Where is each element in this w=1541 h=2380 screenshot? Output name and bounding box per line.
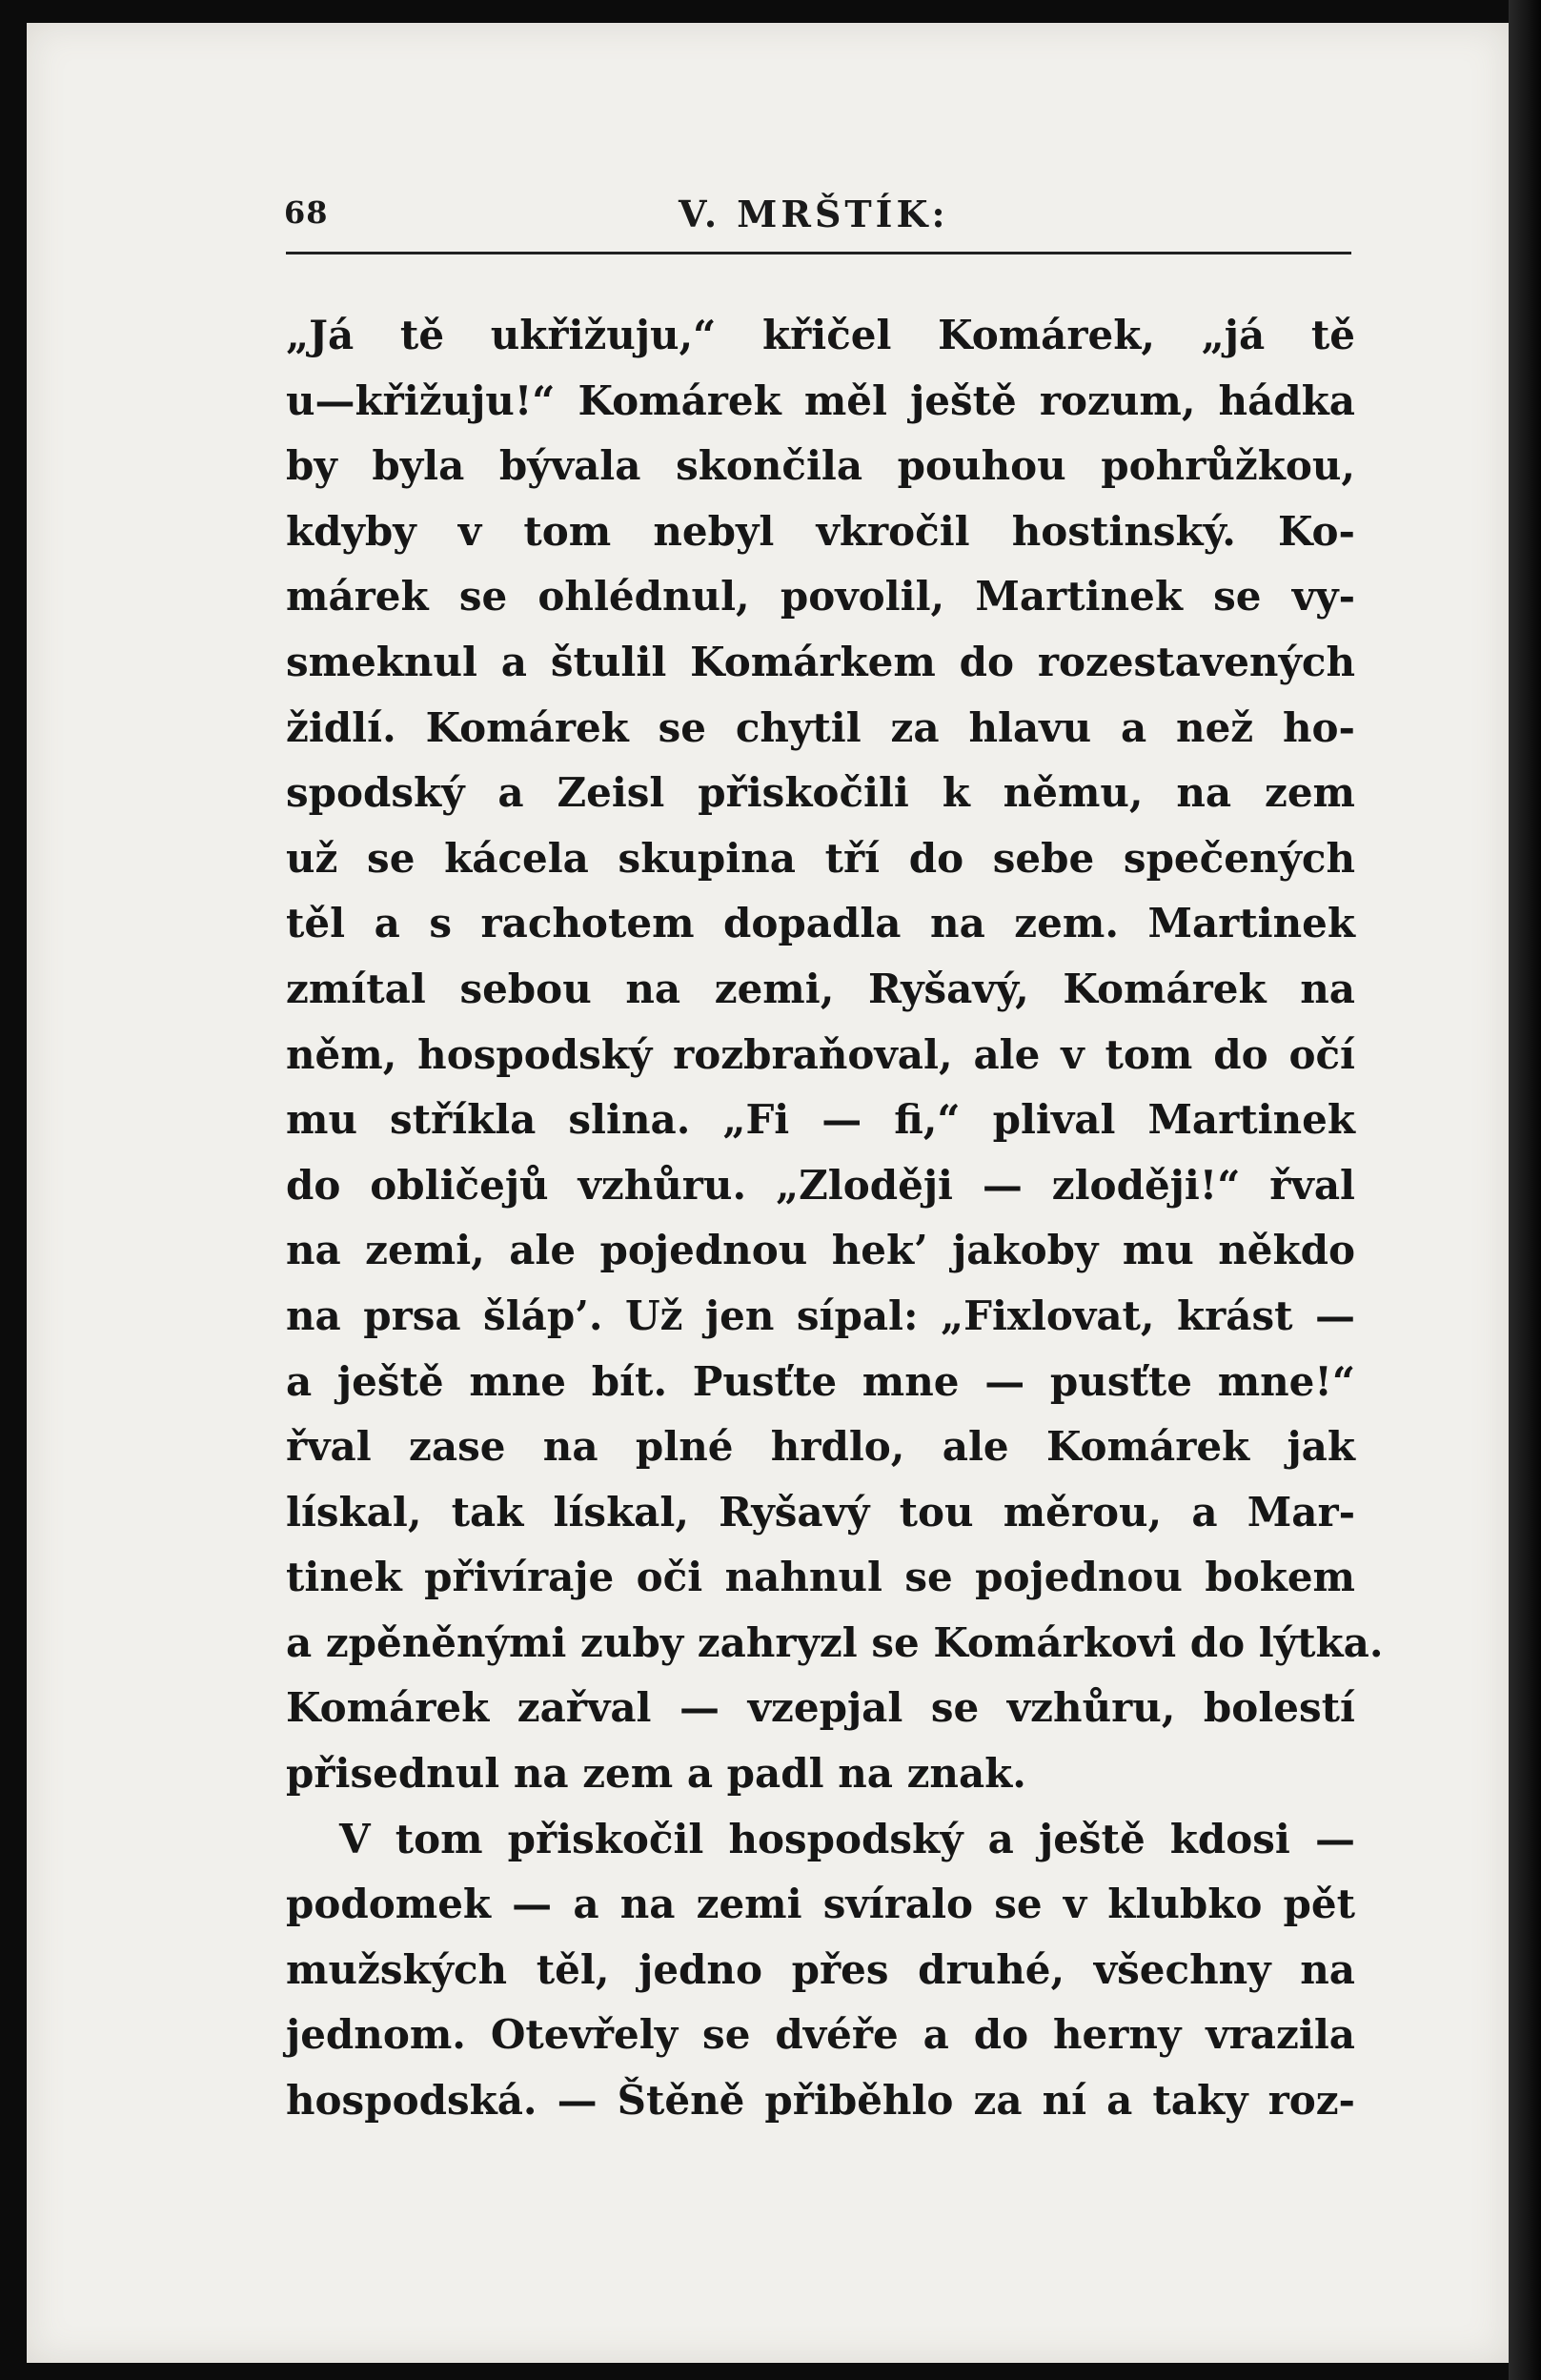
text-line: smeknul a štulil Komárkem do rozestavených [286,638,1355,685]
text-line: „Já tě ukřižuju,“ křičel Komárek, „já tě [286,312,1355,358]
text-line: na prsa šláp’. Už jen sípal: „Fixlovat, krást — [286,1292,1355,1339]
text-line: hospodská. — Štěně přiběhlo za ní a taky roz- [286,2077,1355,2125]
running-head: V. MRŠTÍK: [679,193,949,235]
text-line: kdyby v tom nebyl vkročil hostinský. Ko- [286,507,1355,555]
header-rule [286,252,1351,254]
text-line: by byla bývala skončila pouhou pohrůžkou, [286,442,1355,490]
text-line: do obličejů vzhůru. „Zloději — zloději!“ řval [286,1161,1355,1209]
page-number: 68 [284,194,329,231]
text-line: u—křižuju!“ Komárek měl ještě rozum, hádka [286,376,1355,424]
text-line: židlí. Komárek se chytil za hlavu a než ho- [286,703,1355,751]
text-line: přisednul na zem a padl na znak. [286,1750,1026,1798]
page-edge-shadow [1509,0,1541,2380]
body-text [286,303,1384,2134]
text-line: mu stříkla slina. „Fi — fi,“ plival Martinek [286,1096,1355,1144]
text-line: Komárek zařval — vzepjal se vzhůru, bolestí [286,1684,1355,1732]
paragraph-1 [286,303,1384,1807]
text-line: a zpěněnými zuby zahryzl se Komárkovi do lýtka. [286,1618,1384,1666]
text-line: jednom. Otevřely se dvéře a do herny vrazila [286,2011,1355,2059]
paragraph-2 [286,1807,1355,2134]
text-line: márek se ohlédnul, povolil, Martinek se vy- [286,573,1355,620]
text-line: něm, hospodský rozbraňoval, ale v tom do očí [286,1030,1355,1078]
text-line: mužských těl, jedno přes druhé, všechny na [286,1945,1355,1993]
text-line: podomek — a na zemi svíralo se v klubko pět [286,1881,1355,1928]
text-line: na zemi, ale pojednou hek’ jakoby mu někdo [286,1227,1355,1274]
text-line: řval zase na plné hrdlo, ale Komárek jak [286,1423,1355,1471]
page-header [250,187,1351,244]
text-line: V tom přiskočil hospodský a ještě kdosi — [339,1815,1355,1862]
text-line: těl a s rachotem dopadla na zem. Martinek [286,900,1355,947]
text-line: zmítal sebou na zemi, Ryšavý, Komárek na [286,965,1355,1012]
text-line: a ještě mne bít. Pusťte mne — pusťte mne!“ [286,1357,1355,1405]
text-line: spodský a Zeisl přiskočili k němu, na zem [286,769,1355,817]
text-line: tinek přivíraje oči nahnul se pojednou bokem [286,1554,1355,1601]
text-line: už se kácela skupina tří do sebe spečených [286,834,1355,882]
text-line: lískal, tak lískal, Ryšavý tou měrou, a Mar- [286,1488,1355,1536]
